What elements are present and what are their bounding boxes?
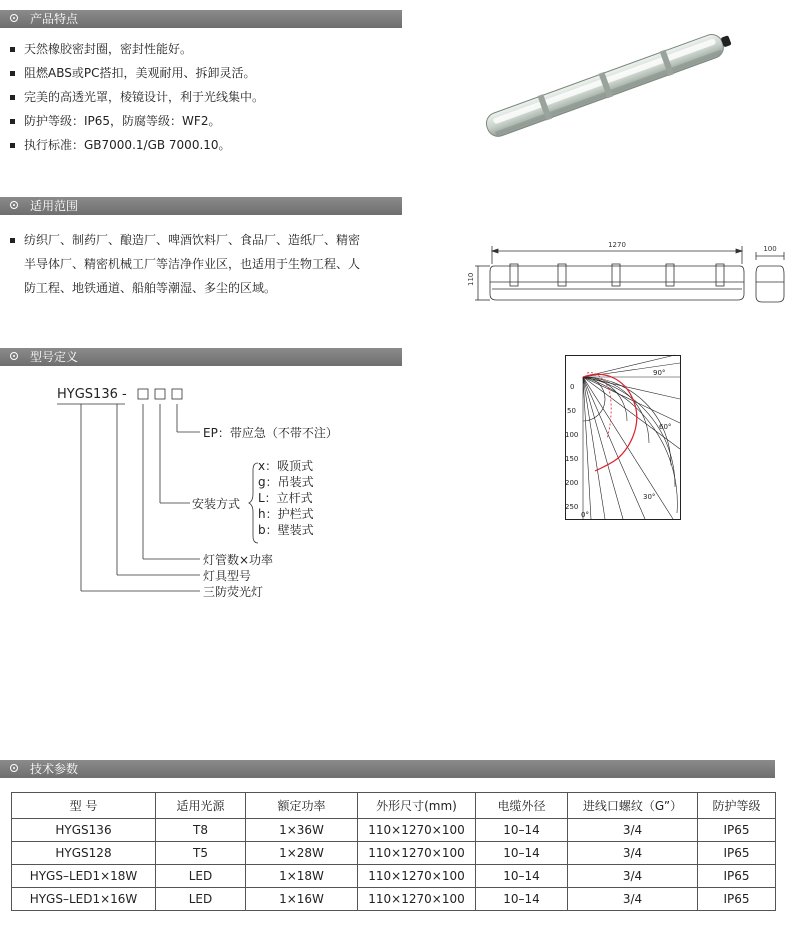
- section-bar-specs: [0, 760, 775, 778]
- table-row: [12, 819, 776, 842]
- feature-list: [10, 37, 264, 157]
- list-item: 防护等级：IP65，防腐等级：WF2。: [10, 109, 264, 133]
- table-cell: IP65: [698, 888, 776, 911]
- circle-bullet-icon: [10, 14, 18, 22]
- table-cell: 3/4: [568, 888, 698, 911]
- table-cell: 110×1270×100: [358, 842, 476, 865]
- scope-line: 纺织厂、制药厂、酿造厂、啤酒饮料厂、食品厂、造纸厂、精密: [10, 228, 410, 252]
- column-header: 型 号: [12, 793, 156, 819]
- product-label: 三防荧光灯: [203, 585, 264, 599]
- column-header: 适用光源: [156, 793, 246, 819]
- radial-tick-label: 0: [570, 383, 575, 391]
- table-cell: 10–14: [476, 888, 568, 911]
- table-cell: IP65: [698, 865, 776, 888]
- mount-option: g：吊装式: [258, 475, 314, 489]
- table-cell: HYGS136: [12, 819, 156, 842]
- table-row: [12, 842, 776, 865]
- radial-tick-label: 200: [565, 479, 579, 487]
- mount-option: h：护栏式: [258, 507, 314, 521]
- table-cell: 1×16W: [246, 888, 358, 911]
- mount-label: 安装方式: [192, 497, 241, 511]
- table-cell: HYGS–LED1×16W: [12, 888, 156, 911]
- section-title: 产品特点: [30, 12, 79, 26]
- table-cell: IP65: [698, 819, 776, 842]
- section-title: 型号定义: [30, 350, 79, 364]
- section-bar-features: [0, 10, 402, 28]
- table-cell: 3/4: [568, 819, 698, 842]
- list-item: 阻燃ABS或PC搭扣，美观耐用、拆卸灵活。: [10, 61, 264, 85]
- radial-tick-label: 100: [565, 431, 579, 439]
- table-cell: 1×36W: [246, 819, 358, 842]
- circle-bullet-icon: [10, 201, 18, 209]
- radial-tick-label: 150: [565, 455, 579, 463]
- table-cell: 10–14: [476, 865, 568, 888]
- scope-text: [10, 228, 410, 300]
- spec-table: [11, 792, 776, 911]
- section-bar-model: [0, 348, 402, 366]
- list-item: 完美的高透光罩，棱镜设计，利于光线集中。: [10, 85, 264, 109]
- table-cell: 10–14: [476, 819, 568, 842]
- table-cell: 10–14: [476, 842, 568, 865]
- scope-line: 半导体厂、精密机械工厂等洁净作业区，也适用于生物工程、人: [24, 257, 361, 271]
- section-title: 技术参数: [30, 762, 79, 776]
- table-cell: 110×1270×100: [358, 865, 476, 888]
- ep-label: EP：带应急（不带不注）: [203, 426, 338, 440]
- table-cell: T5: [156, 842, 246, 865]
- table-cell: 110×1270×100: [358, 819, 476, 842]
- table-cell: LED: [156, 888, 246, 911]
- model-code: HYGS136 -: [57, 387, 127, 402]
- angle-label: 60°: [659, 423, 672, 431]
- height-label: 110: [467, 272, 475, 286]
- width-label: 100: [763, 245, 777, 253]
- table-header-row: [12, 793, 776, 819]
- section-bar-scope: [0, 197, 402, 215]
- column-header: 外形尺寸(mm): [358, 793, 476, 819]
- polar-diagram: [565, 355, 681, 520]
- table-cell: 3/4: [568, 842, 698, 865]
- angle-label: 30°: [643, 493, 656, 501]
- tubes-label: 灯管数×功率: [203, 553, 274, 567]
- mount-option: x：吸顶式: [258, 459, 314, 473]
- angle-label: 90°: [653, 369, 666, 377]
- table-cell: 1×28W: [246, 842, 358, 865]
- angle-label: 0°: [581, 511, 589, 519]
- column-header: 防护等级: [698, 793, 776, 819]
- table-cell: 3/4: [568, 865, 698, 888]
- length-label: 1270: [608, 241, 626, 249]
- mount-option: b：壁装式: [258, 523, 314, 537]
- table-cell: HYGS128: [12, 842, 156, 865]
- list-item: 天然橡胶密封圈，密封性能好。: [10, 37, 264, 61]
- table-cell: HYGS–LED1×18W: [12, 865, 156, 888]
- table-row: [12, 865, 776, 888]
- circle-bullet-icon: [10, 352, 18, 360]
- scope-line: 防工程、地铁通道、船舶等潮湿、多尘的区域。: [24, 281, 277, 295]
- table-cell: LED: [156, 865, 246, 888]
- circle-bullet-icon: [10, 764, 18, 772]
- dimension-drawing: [467, 238, 790, 310]
- table-row: [12, 888, 776, 911]
- product-image: [478, 30, 740, 140]
- list-item: 执行标准：GB7000.1/GB 7000.10。: [10, 133, 264, 157]
- table-cell: T8: [156, 819, 246, 842]
- table-cell: 1×18W: [246, 865, 358, 888]
- section-title: 适用范围: [30, 199, 79, 213]
- fixture-label: 灯具型号: [203, 569, 252, 583]
- column-header: 额定功率: [246, 793, 358, 819]
- column-header: 电缆外径: [476, 793, 568, 819]
- table-cell: 110×1270×100: [358, 888, 476, 911]
- column-header: 进线口螺纹（G”）: [568, 793, 698, 819]
- mount-option: L：立杆式: [258, 491, 313, 505]
- radial-tick-label: 250: [565, 503, 579, 511]
- table-cell: IP65: [698, 842, 776, 865]
- radial-tick-label: 50: [567, 407, 576, 415]
